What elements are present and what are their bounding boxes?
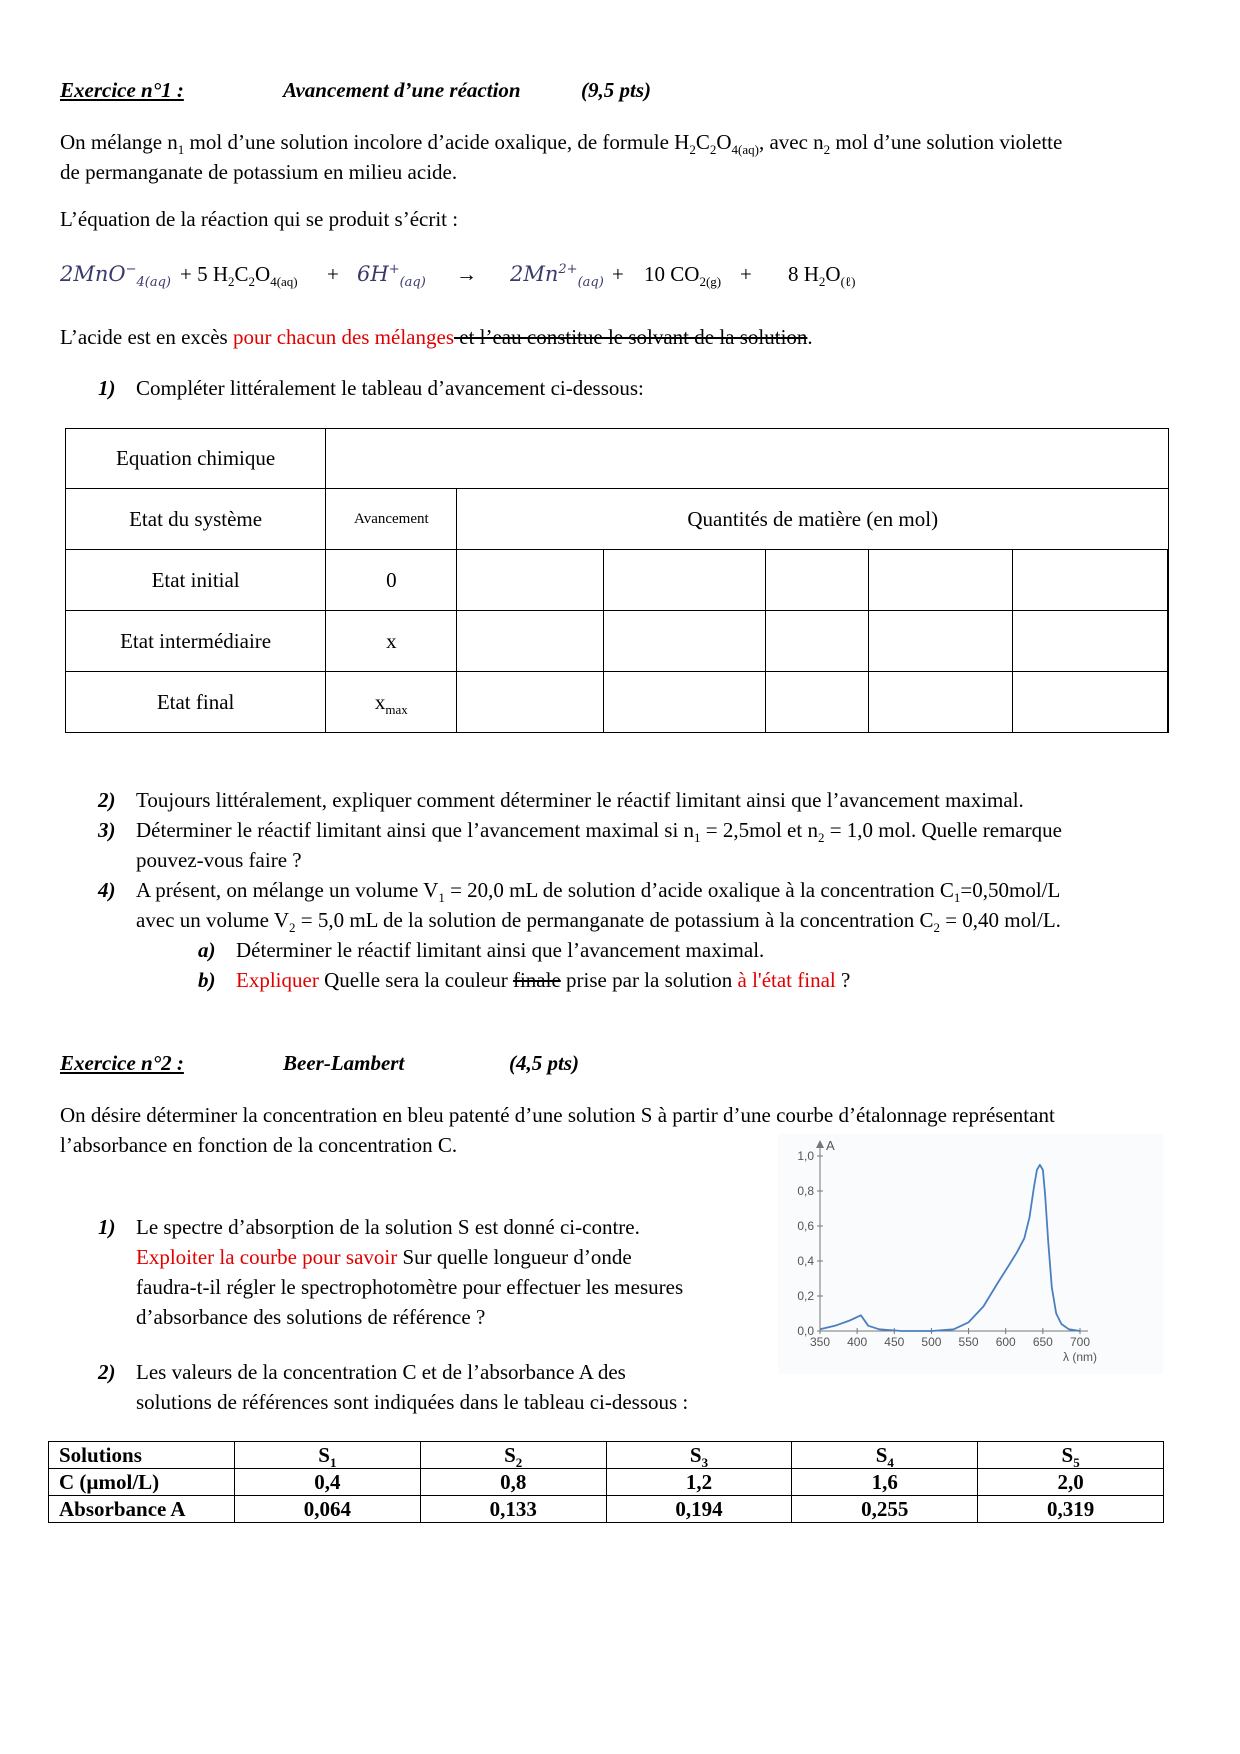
ex1-question-4: 4) A présent, on mélange un volume $V_1 = 20,0$ mL de solution d’acide oxalique à la concentration $C_1=0,50mol/L$ bbox=[98, 878, 1061, 906]
equation-plus2: + bbox=[327, 262, 339, 286]
equation-h2o: 8 $H_2O_{(\ell)}$ bbox=[788, 262, 856, 290]
qty-cell[interactable] bbox=[1013, 611, 1168, 672]
concentration-cell: 0,8 bbox=[420, 1469, 606, 1496]
x-tick-label: 350 bbox=[809, 1335, 831, 1349]
reference-solutions-table bbox=[48, 1441, 1164, 1523]
x-tick-label: 500 bbox=[921, 1335, 942, 1349]
absorbance-cell: 0,319 bbox=[978, 1496, 1164, 1523]
ex1-label: Exercice n°1 : bbox=[60, 78, 184, 102]
y-tick-label: 0,2 bbox=[797, 1289, 814, 1303]
row-etat-intermediaire: Etat intermédiaire bbox=[66, 611, 326, 672]
qty-cell[interactable] bbox=[1013, 550, 1168, 611]
solution-name: $S_3$ bbox=[606, 1442, 792, 1469]
advancement-table bbox=[65, 428, 1169, 733]
equation-co2: 10 $CO_{2(g)}$ bbox=[644, 262, 722, 290]
equation-oxalic: + 5 $H_2C_2O_{4(aq)}$ bbox=[180, 262, 298, 290]
equation-mn: $2Mn^{2+}_{(aq)}$ bbox=[510, 262, 604, 291]
y-tick-label: 1,0 bbox=[797, 1149, 814, 1163]
absorption-spectrum-chart bbox=[778, 1134, 1163, 1374]
qty-cell[interactable] bbox=[457, 550, 604, 611]
concentration-cell: 1,6 bbox=[792, 1469, 978, 1496]
qty-cell[interactable] bbox=[1013, 672, 1168, 733]
concentration-cell: 2,0 bbox=[978, 1469, 1164, 1496]
equation-arrow: → bbox=[456, 262, 477, 286]
ex1-question-3: 3) Déterminer le réactif limitant ainsi que l’avancement maximal si $n_1 = 2,5mol$ et $n_2 = 1,0$ mol. Quelle remarque bbox=[98, 818, 1062, 846]
ex1-intro: On mélange $n_1$ mol d’une solution incolore d’acide oxalique, de formule $H_2C_2O_{4(aq)}$, avec $n_2$ mol d’une solution violette de permanganate de potassium en milieu acide. bbox=[60, 130, 1063, 184]
qty-cell[interactable] bbox=[868, 611, 1013, 672]
ex1-question-4b: b) Expliquer Quelle sera la couleur finale prise par la solution à l'état final ? bbox=[198, 968, 851, 992]
row-av-initial: 0 bbox=[326, 550, 457, 611]
qty-cell[interactable] bbox=[604, 611, 765, 672]
ex2-question-2: 2) Les valeurs de la concentration C et de l’absorbance A des solutions de références sont indiquées dans le tableau ci-dessous : bbox=[98, 1360, 689, 1414]
absorbance-cell: 0,133 bbox=[420, 1496, 606, 1523]
solution-name: $S_2$ bbox=[420, 1442, 606, 1469]
concentration-cell: 1,2 bbox=[606, 1469, 792, 1496]
row-label-concentration: C (µmol/L) bbox=[49, 1469, 235, 1496]
x-tick-label: 700 bbox=[1069, 1335, 1091, 1349]
absorbance-cell: 0,255 bbox=[792, 1496, 978, 1523]
ex2-header bbox=[60, 1051, 184, 1076]
y-axis-label: A bbox=[826, 1138, 835, 1153]
avancement-label-cell: Avancement bbox=[326, 489, 457, 550]
ex2-label: Exercice n°2 : bbox=[60, 1051, 184, 1075]
qty-cell[interactable] bbox=[868, 550, 1013, 611]
x-tick-label: 600 bbox=[995, 1335, 1016, 1349]
ex1-question-4a: a) Déterminer le réactif limitant ainsi que l’avancement maximal. bbox=[198, 938, 765, 962]
x-axis-label: λ (nm) bbox=[1063, 1350, 1097, 1364]
qty-cell[interactable] bbox=[868, 672, 1013, 733]
qty-cell[interactable] bbox=[765, 550, 868, 611]
qty-cell[interactable] bbox=[1168, 672, 1169, 733]
quantites-label-cell: Quantités de matière (en mol) bbox=[457, 489, 1169, 550]
row-etat-initial: Etat initial bbox=[66, 550, 326, 611]
qty-cell[interactable] bbox=[765, 611, 868, 672]
y-tick-label: 0,6 bbox=[797, 1219, 814, 1233]
ex1-excess-line: L’acide est en excès pour chacun des mélanges et l’eau constitue le solvant de la solution. bbox=[60, 325, 813, 349]
ex1-header bbox=[60, 78, 184, 103]
x-tick-label: 400 bbox=[847, 1335, 868, 1349]
equation-h: $6H^+_{(aq)}$ bbox=[357, 262, 426, 291]
x-tick-label: 550 bbox=[958, 1335, 979, 1349]
equation-plus4: + bbox=[740, 262, 752, 286]
ex1-eq-intro: L’équation de la réaction qui se produit s’écrit : bbox=[60, 207, 459, 231]
absorbance-cell: 0,194 bbox=[606, 1496, 792, 1523]
qty-cell[interactable] bbox=[457, 611, 604, 672]
ex1-points: (9,5 pts) bbox=[581, 78, 651, 102]
ex1-theme: Avancement d’une réaction bbox=[283, 78, 521, 102]
row-label-solutions: Solutions bbox=[49, 1442, 235, 1469]
ex1-question-2: 2) Toujours littéralement, expliquer comment déterminer le réactif limitant ainsi que l’avancement maximal. bbox=[98, 788, 1024, 812]
x-tick-label: 650 bbox=[1032, 1335, 1053, 1349]
ex2-question-1: 1) Le spectre d’absorption de la solution S est donné ci-contre. Exploiter la courbe pour savoir Sur quelle longueur d’onde faudra-t-il régler le spectrophotomètre pour effectuer les mesures d’absorbance des solutions de référence ? bbox=[98, 1215, 684, 1329]
equation-label-cell: Equation chimique bbox=[66, 429, 326, 489]
absorbance-cell: 0,064 bbox=[235, 1496, 421, 1523]
ex2-points: (4,5 pts) bbox=[509, 1051, 579, 1075]
ex1-question-1: 1) Compléter littéralement le tableau d’avancement ci-dessous: bbox=[98, 376, 644, 400]
qty-cell[interactable] bbox=[604, 672, 765, 733]
row-label-absorbance: Absorbance A bbox=[49, 1496, 235, 1523]
y-tick-label: 0,0 bbox=[797, 1324, 814, 1338]
equation-empty-cell[interactable] bbox=[326, 429, 1169, 489]
qty-cell[interactable] bbox=[457, 672, 604, 733]
row-etat-final: Etat final bbox=[66, 672, 326, 733]
equation-mno4: 2MnO−$_{4(aq)}$ bbox=[60, 262, 172, 291]
x-tick-label: 450 bbox=[884, 1335, 905, 1349]
etat-label-cell: Etat du système bbox=[66, 489, 326, 550]
row-av-intermediaire: x bbox=[326, 611, 457, 672]
ex2-theme: Beer-Lambert bbox=[283, 1051, 405, 1075]
concentration-cell: 0,4 bbox=[235, 1469, 421, 1496]
solution-name: $S_1$ bbox=[235, 1442, 421, 1469]
solution-name: $S_4$ bbox=[792, 1442, 978, 1469]
ex2-intro: On désire déterminer la concentration en bleu patenté d’une solution S à partir d’une courbe d’étalonnage représentant l’absorbance en fonction de la concentration C. bbox=[60, 1103, 1055, 1157]
y-tick-label: 0,8 bbox=[797, 1184, 814, 1198]
y-tick-label: 0,4 bbox=[797, 1254, 814, 1268]
qty-cell[interactable] bbox=[604, 550, 765, 611]
row-av-final: $x_{max}$ bbox=[326, 672, 457, 733]
equation-plus3: + bbox=[612, 262, 624, 286]
solution-name: $S_5$ bbox=[978, 1442, 1164, 1469]
qty-cell[interactable] bbox=[1168, 611, 1169, 672]
qty-cell[interactable] bbox=[1168, 550, 1169, 611]
ex1-questions: 2) Toujours littéralement, expliquer comment déterminer le réactif limitant ainsi que l’avancement maximal. 3) Déterminer le réactif limitant ainsi que l’avancement maximal si $n_1 = 2,5mol$ et $n_2 = 1,0$ mol. Quelle remarque pouvez-vous faire ? 4) A présent, on mélange un volume $V_1 = 20,0$ mL de solution d’acide oxalique à la concentration $C_1=0,50mol/L$ avec un volume $V_2 = 5,0$ mL de la solution de permanganate de potassium à la concentration $C_2 = 0,40$ mol/L. a) Déterminer le réactif limitant ainsi que l’avancement maximal. b) Expliquer Quelle sera la couleur finale prise par la solution à l'état final ? bbox=[98, 785, 1188, 995]
qty-cell[interactable] bbox=[765, 672, 868, 733]
